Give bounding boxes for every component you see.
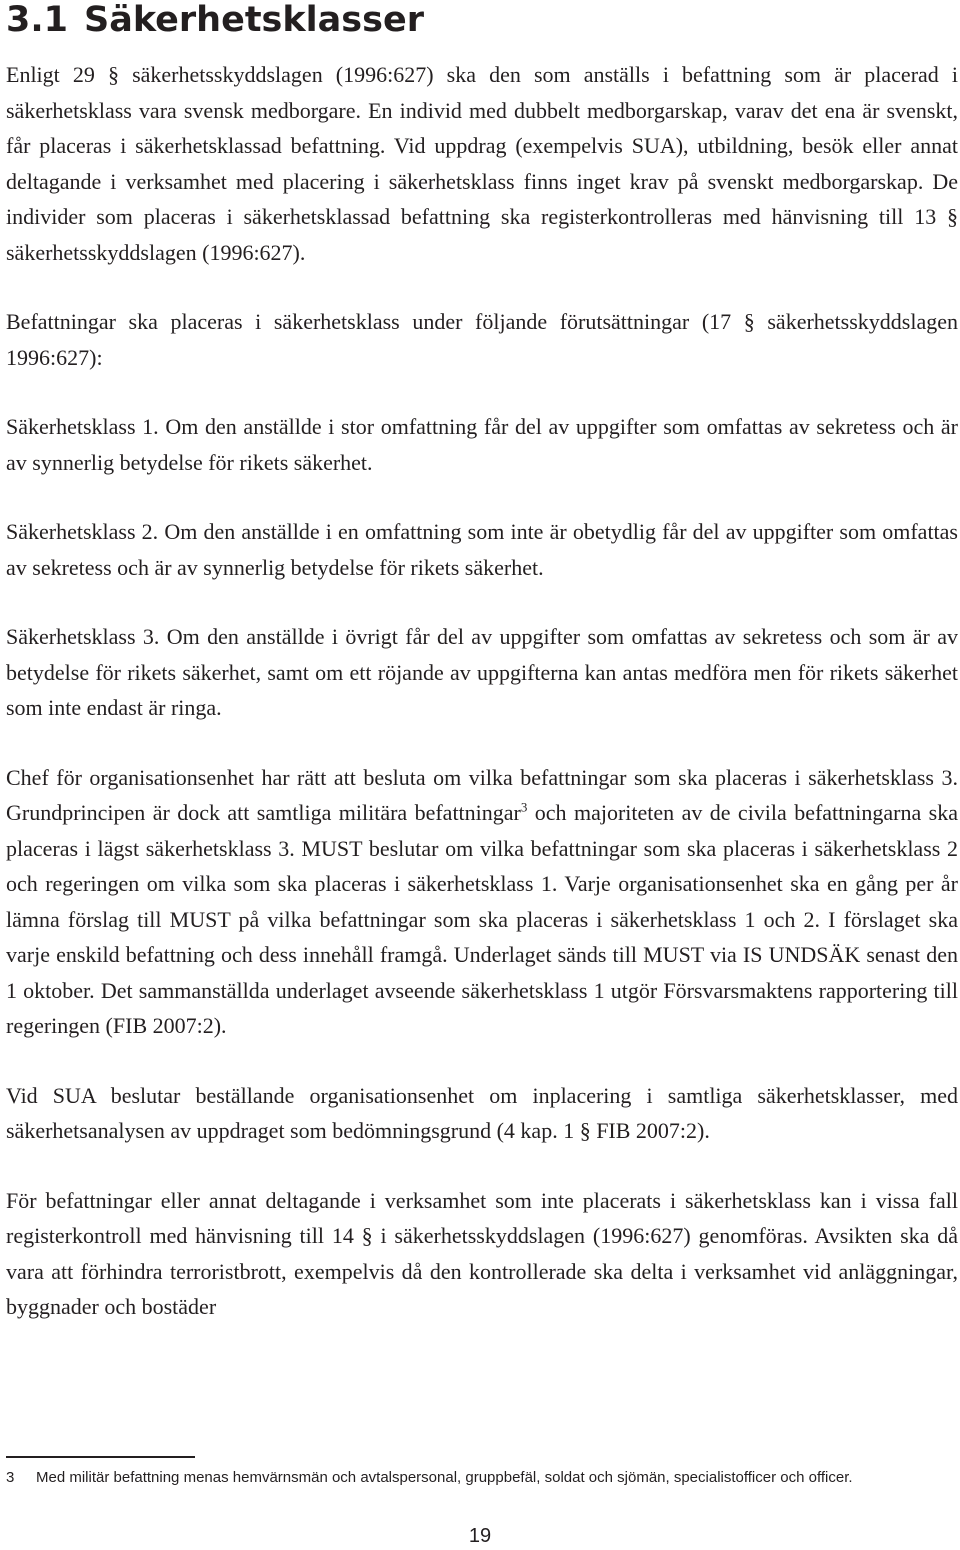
footnote-text: Med militär befattning menas hemvärnsmän och avtalspersonal, gruppbefäl, soldat och sjömän, specialistofficer och officer. — [36, 1469, 853, 1486]
paragraph-sua: Vid SUA beslutar beställande organisationsenhet om inplacering i samtliga säkerhetsklasser, med säkerhetsanalysen av uppdraget som bedömningsgrund (4 kap. 1 § FIB 2007:2). — [6, 1082, 958, 1143]
paragraph-text-before-ref: Chef för organisationsenhet har rätt att besluta om vilka befattningar som ska placeras i säkerhetsklass 3. Grundprincipen är dock att samtliga militära befattningar — [6, 764, 958, 825]
paragraph-placement-conditions: Befattningar ska placeras i säkerhetsklass under följande förutsättningar (17 § säkerhetsskyddslagen 1996:627): — [6, 309, 958, 370]
paragraph-register-control: För befattningar eller annat deltagande i verksamhet som inte placerats i säkerhetsklass kan i vissa fall registerkontroll med hänvisning till 14 § i säkerhetsskyddslagen (1996:627) genomföras. Avsikten ska då vara att förhindra terroristbrott, exempelvis då den kontrollerade ska delta i verksamhet vid anläggningar, byggnader och bostäder — [6, 1187, 958, 1319]
page-number: 19 — [468, 1525, 492, 1547]
section-heading — [6, 0, 424, 40]
footnote — [6, 1465, 958, 1491]
footnote-reference: 3 — [520, 799, 528, 815]
paragraph-security-class-1: Säkerhetsklass 1. Om den anställde i stor omfattning får del av uppgifter som omfattas av sekretess och är av synnerlig betydelse för rikets säkerhet. — [6, 414, 958, 475]
body-text — [6, 57, 958, 1325]
footnote-divider — [6, 1456, 195, 1458]
paragraph-decision-authority — [6, 760, 958, 1044]
section-title: Säkerhetsklasser — [84, 0, 424, 40]
paragraph-text-after-ref: och majoriteten av de civila befattningarna ska placeras i lägst säkerhetsklass 3. MUST beslutar om vilka befattningar som ska placeras i säkerhetsklass 2 och regeringen om vilka som ska placeras i säkerhetsklass 1. Varje organisationsenhet ska en gång per år lämna förslag till MUST på vilka befattningar som ska placeras i säkerhetsklass 1 och 2. I förslaget ska varje enskild befattning och dess innehåll framgå. Underlaget sänds till MUST via IS UNDSÄK senast den 1 oktober. Det sammanställda underlaget avseende säkerhetsklass 1 utgör Försvarsmaktens rapportering till regeringen (FIB 2007:2). — [6, 800, 958, 1038]
section-number: 3.1 — [6, 0, 69, 40]
footnote-number: 3 — [6, 1469, 15, 1486]
paragraph-citizenship: Enligt 29 § säkerhetsskyddslagen (1996:627) ska den som anställs i befattning som är placerad i säkerhetsklass vara svensk medborgare. En individ med dubbelt medborgarskap, varav det ena är svenskt, får placeras i säkerhetsklassad befattning. Vid uppdrag (exempelvis SUA), utbildning, besök eller annat deltagande i verksamhet med placering i säkerhetsklass finns inget krav på svenskt medborgarskap. De individer som placeras i säkerhetsklassad befattning ska registerkontrolleras med hänvisning till 13 § säkerhetsskyddslagen (1996:627). — [6, 62, 958, 265]
paragraph-security-class-3: Säkerhetsklass 3. Om den anställde i övrigt får del av uppgifter som omfattas av sekretess och som är av betydelse för rikets säkerhet, samt om ett röjande av uppgifterna kan antas medföra men för rikets säkerhet som inte endast är ringa. — [6, 624, 958, 720]
paragraph-security-class-2: Säkerhetsklass 2. Om den anställde i en omfattning som inte är obetydlig får del av uppgifter som omfattas av sekretess och är av synnerlig betydelse för rikets säkerhet. — [6, 519, 958, 580]
